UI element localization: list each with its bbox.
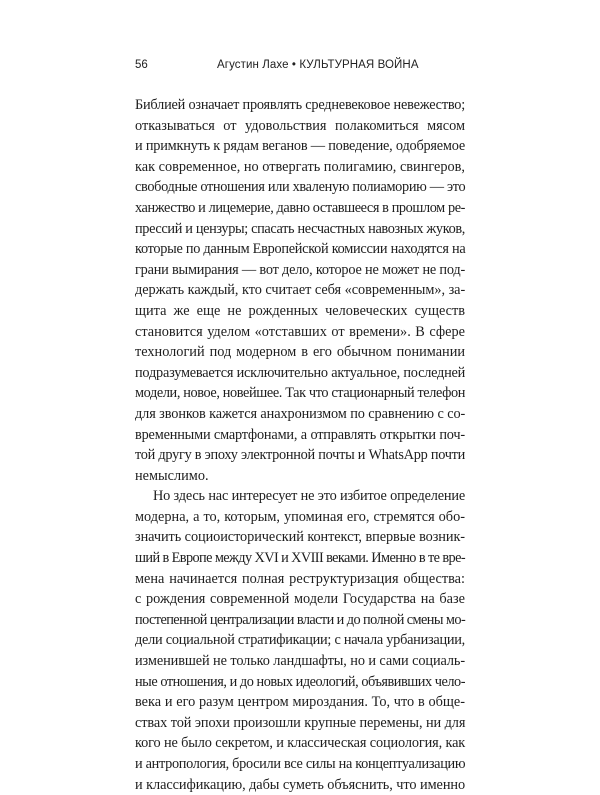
text-line: той другу в эпоху электронной почты и WhatsApp почти <box>135 447 465 464</box>
text-line: немыслимо. <box>135 467 209 484</box>
text-line: мена начинается полная реструктуризация общества: <box>135 570 465 587</box>
running-title: Агустин Лахе • КУЛЬТУРНАЯ ВОЙНА <box>217 59 419 71</box>
text-line: держать каждый, кто считает себя «современным», за- <box>135 282 466 299</box>
text-line: ствах той эпохи произошли крупные перемены, ни для <box>135 714 466 731</box>
paragraph-1 <box>135 95 465 486</box>
text-line: свободные отношения или хваленую полиаморию — это <box>135 179 466 196</box>
text-line: Библией означает проявлять средневековое невежество; <box>135 97 465 113</box>
page-number: 56 <box>135 59 148 71</box>
text-line: и антропология, бросили все силы на концептуализацию <box>135 756 466 772</box>
text-line: ший в Европе между XVI и XVIII веками. Именно в те вре- <box>135 550 465 567</box>
text-line: подразумевается исключительно актуальное, последней <box>135 364 466 381</box>
text-line: отказываться от удовольствия полакомиться мясом <box>135 117 465 134</box>
text-line: ные отношения, и до новых идеологий, объявивших чело- <box>135 673 465 690</box>
text-line: технологий под модерном в его обычном понимании <box>135 344 465 361</box>
text-line: которые по данным Европейской комиссии находятся на <box>135 241 466 258</box>
body-text <box>135 95 465 795</box>
text-line: Но здесь нас интересует не это избитое определение <box>153 488 465 505</box>
text-line: как современное, но отвергать полигамию, свингеров, <box>135 158 465 175</box>
text-line: прессий и цензуры; спасать несчастных навозных жуков, <box>135 220 465 237</box>
paragraph-2 <box>135 486 465 795</box>
text-line: с рождения современной модели Государства на базе <box>135 591 465 608</box>
text-line: модерна, а то, которым, упоминая его, стремятся обо- <box>135 508 465 525</box>
text-line: временными смартфонами, а отправлять открытки поч- <box>135 426 465 443</box>
text-line: кого не было секретом, и классическая социология, как <box>135 735 466 752</box>
text-line: и примкнуть к рядам веганов — поведение, одобряемое <box>135 138 465 155</box>
text-line: века и его разум центром мироздания. То, что в обще- <box>135 694 465 711</box>
text-line: модели, новое, новейшее. Так что стационарный телефон <box>135 385 465 402</box>
text-line: для звонков кажется анахронизмом по сравнению с со- <box>135 405 466 422</box>
text-line: ханжество и лицемерие, давно оставшееся в прошлом ре- <box>135 199 465 216</box>
text-line: значить социоисторический контекст, впервые возник- <box>135 529 465 546</box>
text-line: щита же еще не рожденных человеческих существ <box>135 302 465 319</box>
text-line: постепенной централизации власти и до полной смены мо- <box>135 611 466 628</box>
text-line: грани вымирания — вот дело, которое не может не под- <box>135 261 465 278</box>
text-line: дели социальной стратификации; с начала урбанизации, <box>135 632 466 649</box>
text-line: становится уделом «отставших от времени». В сфере <box>135 323 465 340</box>
text-line: изменившей не только ландшафты, но и сами социаль- <box>135 653 465 670</box>
text-line: и классификацию, дабы суметь объяснить, что именно <box>135 776 466 793</box>
